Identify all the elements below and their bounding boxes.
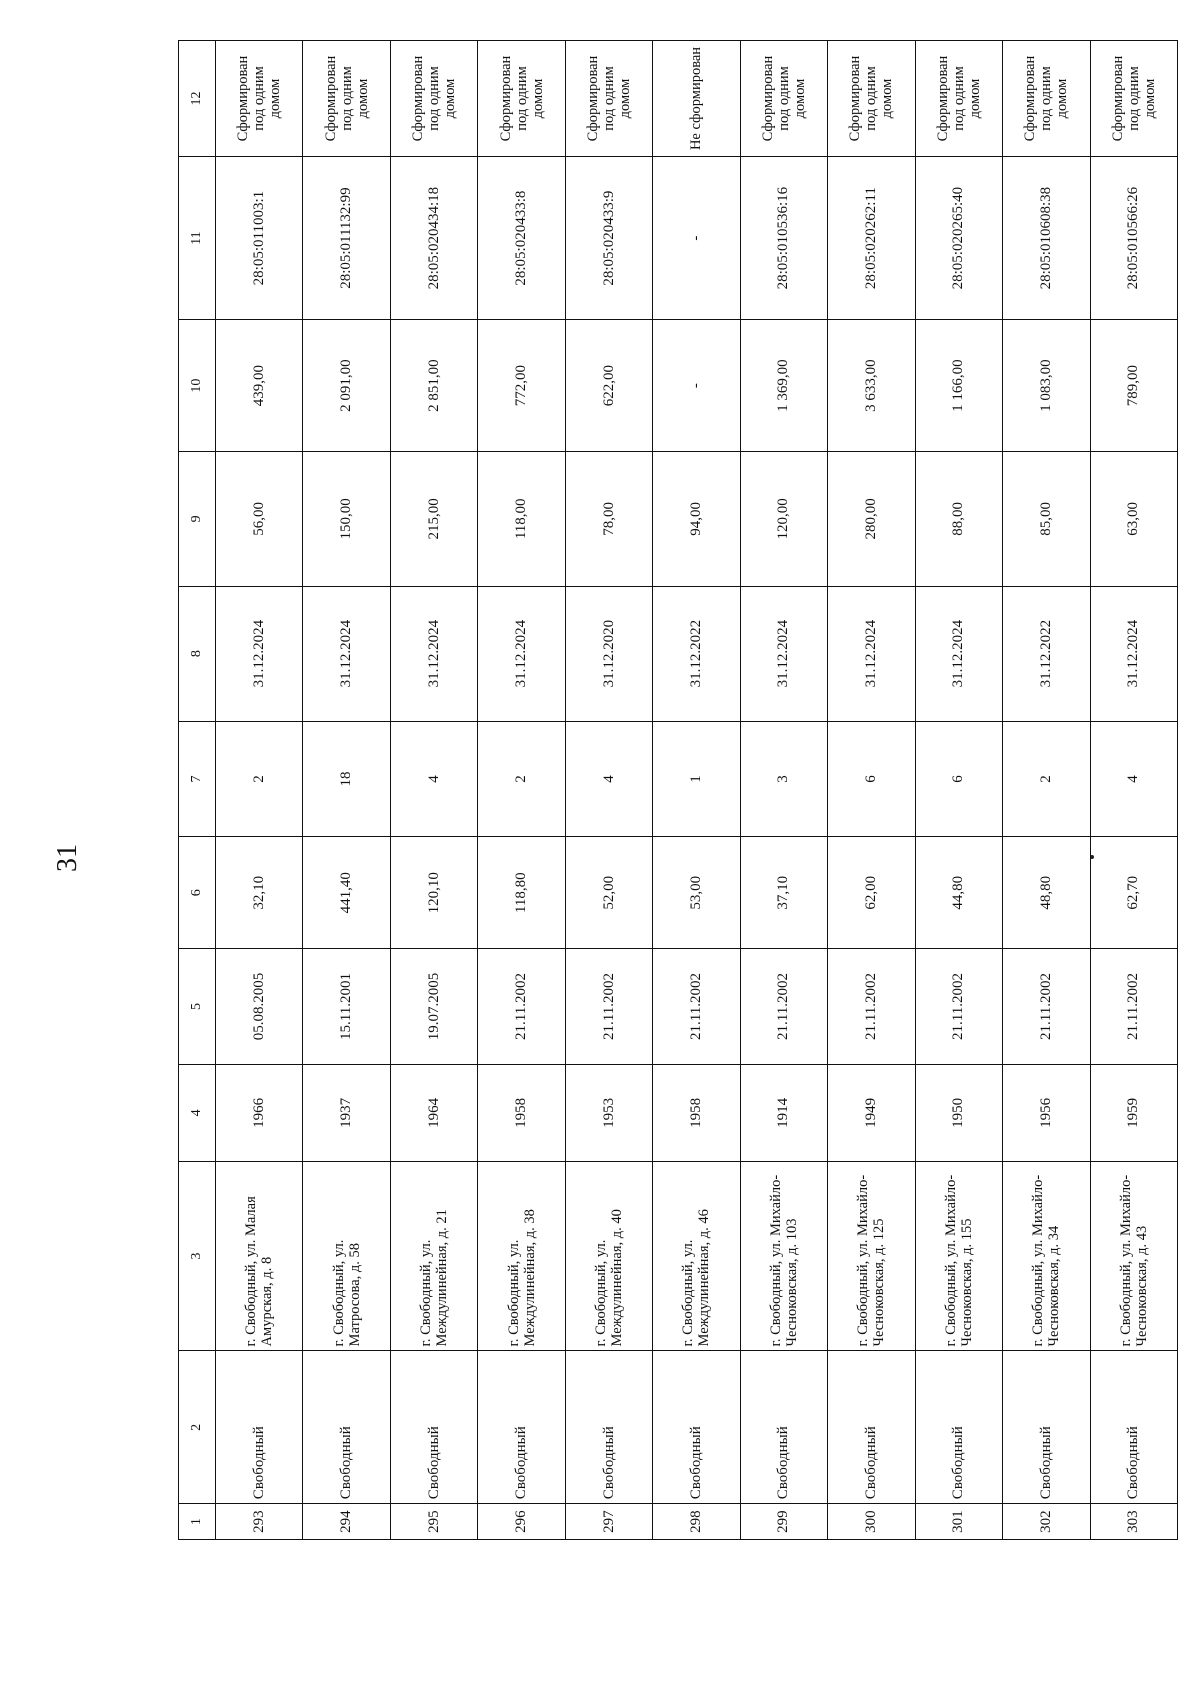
status-cell: Сформирован под одним домом [478, 41, 565, 157]
value-col10-cell: 1 369,00 [740, 320, 827, 452]
city-cell: Свободный [1003, 1351, 1090, 1504]
city-cell: Свободный [1090, 1351, 1177, 1504]
year-cell: 1958 [653, 1064, 740, 1161]
column-header-2: 2 [179, 1351, 216, 1504]
year-cell: 1966 [216, 1064, 303, 1161]
table-row [653, 41, 740, 1540]
table-body [216, 41, 1178, 1540]
cadastral-number-cell: 28:05:010608:38 [1003, 156, 1090, 319]
row-number: 301 [915, 1504, 1002, 1540]
plan-date-cell: 31.12.2024 [390, 586, 477, 721]
city-cell: Свободный [303, 1351, 390, 1504]
status-cell: Сформирован под одним домом [390, 41, 477, 157]
city-cell: Свободный [828, 1351, 915, 1504]
value-col9-cell: 88,00 [915, 451, 1002, 586]
plan-date-cell: 31.12.2024 [740, 586, 827, 721]
address-cell: г. Свободный, ул. Михайло-Чесноковская, д. 103 [740, 1161, 827, 1351]
cadastral-number-cell: 28:05:010536:16 [740, 156, 827, 319]
residents-cell: 6 [828, 721, 915, 837]
status-cell: Не сформирован [653, 41, 740, 157]
residents-cell: 1 [653, 721, 740, 837]
date-cell: 21.11.2002 [1003, 949, 1090, 1065]
cadastral-number-cell: 28:05:011132:99 [303, 156, 390, 319]
address-cell: г. Свободный, ул. Междулинейная, д. 40 [565, 1161, 652, 1351]
residents-cell: 6 [915, 721, 1002, 837]
register-table [178, 40, 1178, 1540]
area-cell: 62,70 [1090, 837, 1177, 949]
plan-date-cell: 31.12.2024 [828, 586, 915, 721]
value-col9-cell: 215,00 [390, 451, 477, 586]
column-header-11: 11 [179, 156, 216, 319]
value-col9-cell: 94,00 [653, 451, 740, 586]
plan-date-cell: 31.12.2022 [653, 586, 740, 721]
address-cell: г. Свободный, ул. Михайло-Чесноковская, д. 34 [1003, 1161, 1090, 1351]
value-col10-cell: 2 851,00 [390, 320, 477, 452]
year-cell: 1914 [740, 1064, 827, 1161]
column-header-8: 8 [179, 586, 216, 721]
value-col10-cell: 772,00 [478, 320, 565, 452]
address-cell: г. Свободный, ул. Михайло-Чесноковская, д. 43 [1090, 1161, 1177, 1351]
date-cell: 15.11.2001 [303, 949, 390, 1065]
row-number: 294 [303, 1504, 390, 1540]
table-row [1003, 41, 1090, 1540]
date-cell: 21.11.2002 [565, 949, 652, 1065]
value-col9-cell: 56,00 [216, 451, 303, 586]
city-cell: Свободный [915, 1351, 1002, 1504]
table-row [216, 41, 303, 1540]
city-cell: Свободный [565, 1351, 652, 1504]
date-cell: 21.11.2002 [828, 949, 915, 1065]
table-row [740, 41, 827, 1540]
cadastral-number-cell: 28:05:020262:11 [828, 156, 915, 319]
table-row [915, 41, 1002, 1540]
date-cell: 21.11.2002 [740, 949, 827, 1065]
area-cell: 118,80 [478, 837, 565, 949]
residents-cell: 4 [390, 721, 477, 837]
row-number: 300 [828, 1504, 915, 1540]
column-header-10: 10 [179, 320, 216, 452]
area-cell: 44,80 [915, 837, 1002, 949]
area-cell: 48,80 [1003, 837, 1090, 949]
area-cell: 32,10 [216, 837, 303, 949]
value-col9-cell: 85,00 [1003, 451, 1090, 586]
year-cell: 1956 [1003, 1064, 1090, 1161]
residents-cell: 2 [216, 721, 303, 837]
value-col9-cell: 63,00 [1090, 451, 1177, 586]
cadastral-number-cell: 28:05:010566:26 [1090, 156, 1177, 319]
status-cell: Сформирован под одним домом [740, 41, 827, 157]
table-row [303, 41, 390, 1540]
area-cell: 441,40 [303, 837, 390, 949]
cadastral-number-cell: - [653, 156, 740, 319]
table-row [390, 41, 477, 1540]
city-cell: Свободный [390, 1351, 477, 1504]
address-cell: г. Свободный, ул. Михайло-Чесноковская, д. 155 [915, 1161, 1002, 1351]
value-col9-cell: 118,00 [478, 451, 565, 586]
address-cell: г. Свободный, ул. Междулинейная, д. 46 [653, 1161, 740, 1351]
page-number: 31 [52, 844, 83, 872]
address-cell: г. Свободный, ул. Михайло-Чесноковская, д. 125 [828, 1161, 915, 1351]
year-cell: 1950 [915, 1064, 1002, 1161]
date-cell: 21.11.2002 [1090, 949, 1177, 1065]
column-header-9: 9 [179, 451, 216, 586]
plan-date-cell: 31.12.2022 [1003, 586, 1090, 721]
table-row [1090, 41, 1177, 1540]
column-header-12: 12 [179, 41, 216, 157]
register-table-area [178, 40, 1178, 1540]
value-col9-cell: 150,00 [303, 451, 390, 586]
value-col10-cell: - [653, 320, 740, 452]
table-row [828, 41, 915, 1540]
cadastral-number-cell: 28:05:011003:1 [216, 156, 303, 319]
value-col10-cell: 1 166,00 [915, 320, 1002, 452]
row-number: 302 [1003, 1504, 1090, 1540]
area-cell: 53,00 [653, 837, 740, 949]
residents-cell: 3 [740, 721, 827, 837]
area-cell: 52,00 [565, 837, 652, 949]
address-cell: г. Свободный, ул. Междулинейная, д. 21 [390, 1161, 477, 1351]
year-cell: 1953 [565, 1064, 652, 1161]
value-col10-cell: 789,00 [1090, 320, 1177, 452]
status-cell: Сформирован под одним домом [216, 41, 303, 157]
row-number: 297 [565, 1504, 652, 1540]
year-cell: 1964 [390, 1064, 477, 1161]
value-col10-cell: 2 091,00 [303, 320, 390, 452]
row-number: 296 [478, 1504, 565, 1540]
city-cell: Свободный [740, 1351, 827, 1504]
status-cell: Сформирован под одним домом [915, 41, 1002, 157]
date-cell: 21.11.2002 [478, 949, 565, 1065]
date-cell: 21.11.2002 [653, 949, 740, 1065]
residents-cell: 18 [303, 721, 390, 837]
plan-date-cell: 31.12.2024 [478, 586, 565, 721]
status-cell: Сформирован под одним домом [565, 41, 652, 157]
plan-date-cell: 31.12.2024 [303, 586, 390, 721]
date-cell: 05.08.2005 [216, 949, 303, 1065]
row-number: 299 [740, 1504, 827, 1540]
year-cell: 1937 [303, 1064, 390, 1161]
value-col10-cell: 3 633,00 [828, 320, 915, 452]
column-header-4: 4 [179, 1064, 216, 1161]
cadastral-number-cell: 28:05:020433:8 [478, 156, 565, 319]
row-number: 295 [390, 1504, 477, 1540]
table-row [565, 41, 652, 1540]
date-cell: 19.07.2005 [390, 949, 477, 1065]
residents-cell: 4 [565, 721, 652, 837]
status-cell: Сформирован под одним домом [1090, 41, 1177, 157]
column-header-1: 1 [179, 1504, 216, 1540]
city-cell: Свободный [653, 1351, 740, 1504]
value-col10-cell: 1 083,00 [1003, 320, 1090, 452]
value-col9-cell: 78,00 [565, 451, 652, 586]
residents-cell: 4 [1090, 721, 1177, 837]
column-header-7: 7 [179, 721, 216, 837]
table-row [478, 41, 565, 1540]
area-cell: 37,10 [740, 837, 827, 949]
status-cell: Сформирован под одним домом [828, 41, 915, 157]
plan-date-cell: 31.12.2024 [915, 586, 1002, 721]
address-cell: г. Свободный, ул. Матросова, д. 58 [303, 1161, 390, 1351]
column-header-5: 5 [179, 949, 216, 1065]
year-cell: 1959 [1090, 1064, 1177, 1161]
city-cell: Свободный [216, 1351, 303, 1504]
residents-cell: 2 [1003, 721, 1090, 837]
date-cell: 21.11.2002 [915, 949, 1002, 1065]
cadastral-number-cell: 28:05:020265:40 [915, 156, 1002, 319]
city-cell: Свободный [478, 1351, 565, 1504]
value-col9-cell: 280,00 [828, 451, 915, 586]
address-cell: г. Свободный, ул. Междулинейная, д. 38 [478, 1161, 565, 1351]
value-col10-cell: 622,00 [565, 320, 652, 452]
year-cell: 1958 [478, 1064, 565, 1161]
column-header-6: 6 [179, 837, 216, 949]
value-col9-cell: 120,00 [740, 451, 827, 586]
row-number: 293 [216, 1504, 303, 1540]
area-cell: 120,10 [390, 837, 477, 949]
header-row [179, 41, 216, 1540]
row-number: 303 [1090, 1504, 1177, 1540]
value-col10-cell: 439,00 [216, 320, 303, 452]
status-cell: Сформирован под одним домом [1003, 41, 1090, 157]
cadastral-number-cell: 28:05:020433:9 [565, 156, 652, 319]
cadastral-number-cell: 28:05:020434:18 [390, 156, 477, 319]
row-number: 298 [653, 1504, 740, 1540]
year-cell: 1949 [828, 1064, 915, 1161]
status-cell: Сформирован под одним домом [303, 41, 390, 157]
column-header-3: 3 [179, 1161, 216, 1351]
address-cell: г. Свободный, ул. Малая Амурская, д. 8 [216, 1161, 303, 1351]
residents-cell: 2 [478, 721, 565, 837]
plan-date-cell: 31.12.2020 [565, 586, 652, 721]
plan-date-cell: 31.12.2024 [1090, 586, 1177, 721]
area-cell: 62,00 [828, 837, 915, 949]
plan-date-cell: 31.12.2024 [216, 586, 303, 721]
